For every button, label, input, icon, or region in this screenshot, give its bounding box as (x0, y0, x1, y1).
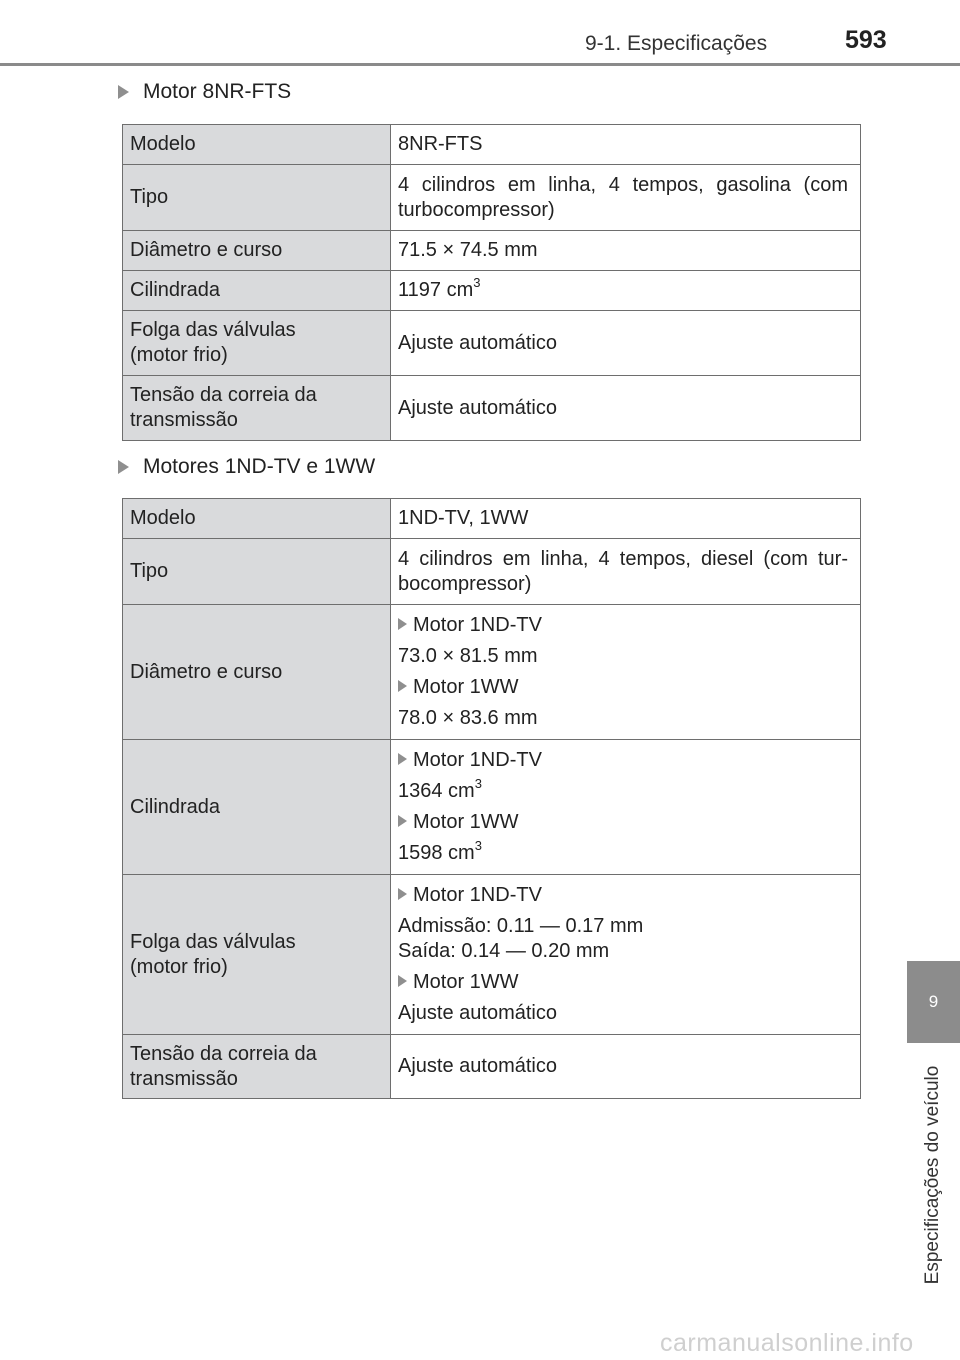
row-key: Modelo (123, 499, 391, 539)
table-row (123, 125, 861, 165)
row-key: Folga das válvulas (motor frio) (123, 311, 391, 376)
row-value: 4 cilindros em linha, 4 tempos, diesel (com tur- bocompressor) (391, 539, 861, 605)
header-divider (0, 63, 960, 66)
table-row (123, 875, 861, 1035)
row-key: Diâmetro e curso (123, 231, 391, 271)
triangle-bullet-icon (398, 815, 407, 827)
row-value: 8NR-FTS (391, 125, 861, 165)
section-title: 9-1. Especificações (585, 32, 768, 55)
row-key: Diâmetro e curso (123, 605, 391, 740)
spec-table-1nd-1ww (122, 498, 861, 1099)
row-value: Ajuste automático (391, 1035, 861, 1099)
table-row (123, 311, 861, 376)
row-value: Motor 1ND-TV 1364 $cm^3$ Motor 1WW 1598 $cm^3$ (391, 740, 861, 875)
table-row (123, 740, 861, 875)
row-value: Motor 1ND-TV Admissão: 0.11 — 0.17 mm Saída: 0.14 — 0.20 mm Motor 1WW Ajuste automático (391, 875, 861, 1035)
table-row (123, 605, 861, 740)
triangle-bullet-icon (398, 680, 407, 692)
triangle-bullet-icon (398, 753, 407, 765)
heading-text: Motores 1ND-TV e 1WW (143, 455, 376, 478)
row-key: Tipo (123, 539, 391, 605)
triangle-bullet-icon (118, 460, 129, 474)
watermark: carmanualsonline.info (660, 1329, 914, 1357)
row-value: Motor 1ND-TV 73.0 × 81.5 mm Motor 1WW 78.0 × 83.6 mm (391, 605, 861, 740)
table-row (123, 231, 861, 271)
row-key: Tensão da correia da transmissão (123, 1035, 391, 1099)
row-key: Cilindrada (123, 271, 391, 311)
row-key: Cilindrada (123, 740, 391, 875)
row-value: Ajuste automático (391, 376, 861, 441)
heading-text: Motor 8NR-FTS (143, 80, 292, 103)
spec-table-8nr (122, 124, 861, 441)
row-value: 1197 $cm^3$ (391, 271, 861, 311)
row-value: 1ND-TV, 1WW (391, 499, 861, 539)
triangle-bullet-icon (398, 975, 407, 987)
row-value: Ajuste automático (391, 311, 861, 376)
chapter-label: Especificações do veículo (922, 1065, 943, 1285)
chapter-tab: 9 (907, 961, 960, 1043)
table-row (123, 539, 861, 605)
row-key: Modelo (123, 125, 391, 165)
superscript-unit: 3 (473, 275, 481, 291)
section-heading-8nr (118, 80, 291, 104)
row-value: 71.5 × 74.5 mm (391, 231, 861, 271)
triangle-bullet-icon (398, 618, 407, 630)
table-row (123, 165, 861, 231)
triangle-bullet-icon (118, 85, 129, 99)
table-row (123, 376, 861, 441)
row-key: Tipo (123, 165, 391, 231)
section-heading-1nd-1ww (118, 455, 375, 479)
page-number: 593 (845, 26, 887, 54)
row-key: Folga das válvulas (motor frio) (123, 875, 391, 1035)
row-value: 4 cilindros em linha, 4 tempos, gasolina (com turbocompressor) (391, 165, 861, 231)
table-row (123, 271, 861, 311)
triangle-bullet-icon (398, 888, 407, 900)
table-row (123, 1035, 861, 1099)
table-row (123, 499, 861, 539)
row-key: Tensão da correia da transmissão (123, 376, 391, 441)
